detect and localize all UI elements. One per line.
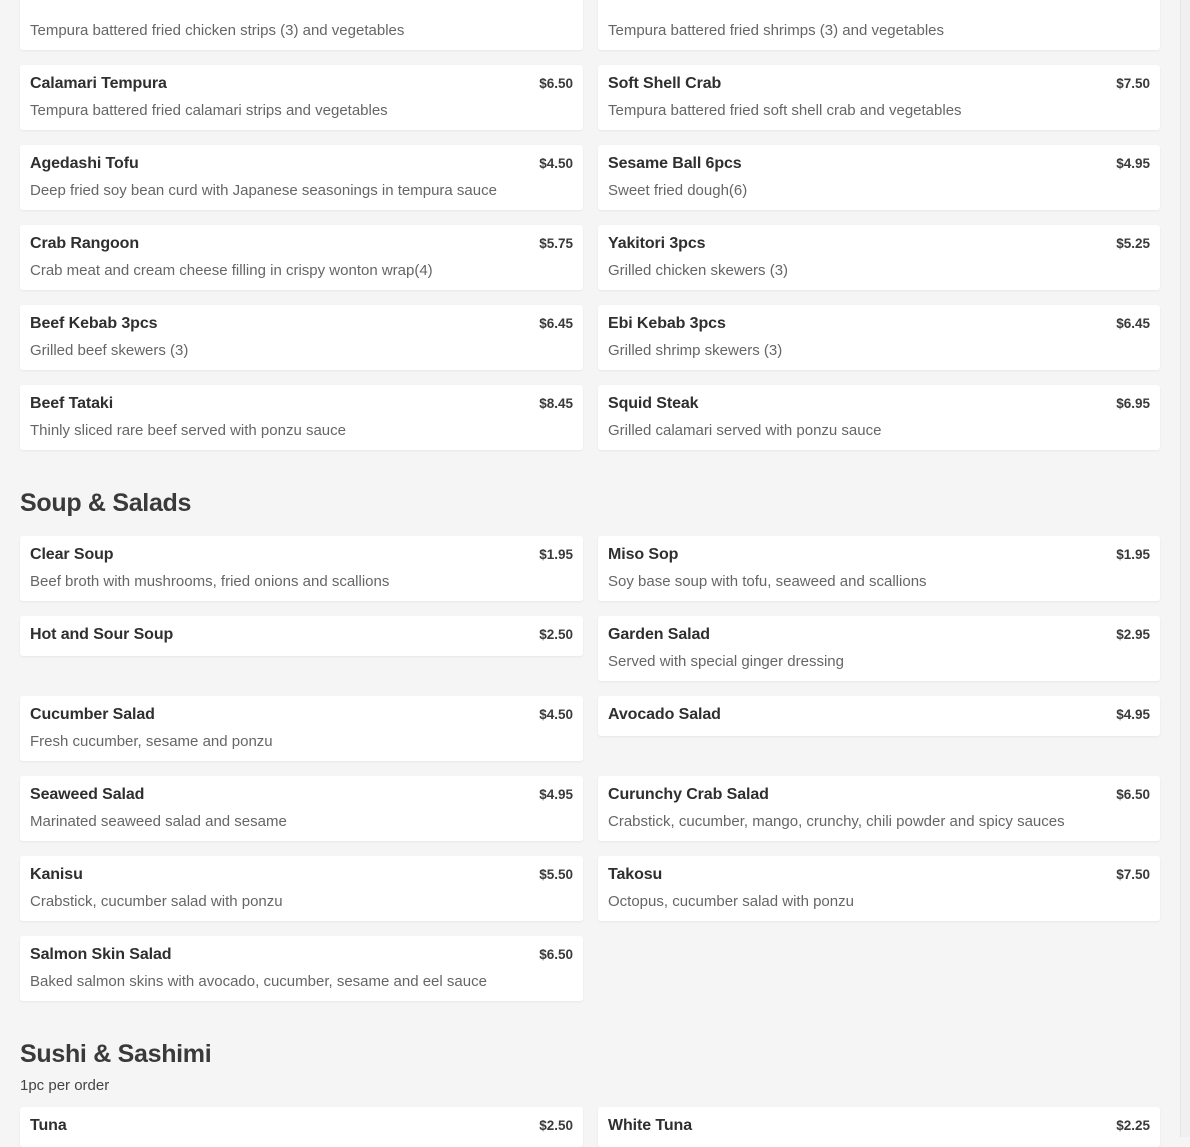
menu-item-header bbox=[608, 75, 1150, 95]
item-description: Marinated seaweed salad and sesame bbox=[30, 813, 287, 830]
item-price: $2.50 bbox=[539, 1118, 573, 1133]
item-price: $2.50 bbox=[539, 627, 573, 642]
item-name: Takosu bbox=[608, 866, 663, 883]
menu-item-header bbox=[30, 866, 573, 886]
menu-item-card[interactable] bbox=[20, 776, 583, 841]
item-price: $1.95 bbox=[1116, 547, 1150, 562]
menu-item-header bbox=[30, 706, 573, 726]
menu-item-header bbox=[608, 0, 1150, 15]
item-price: $4.50 bbox=[539, 156, 573, 171]
item-price: $2.25 bbox=[1116, 1118, 1150, 1133]
item-price: $1.95 bbox=[539, 547, 573, 562]
menu-list bbox=[20, 0, 1160, 1147]
item-description: Grilled beef skewers (3) bbox=[30, 342, 189, 359]
menu-grid-sushi-sashimi bbox=[20, 1107, 1160, 1147]
menu-item-header bbox=[608, 546, 1150, 566]
item-name: Curunchy Crab Salad bbox=[608, 786, 769, 803]
menu-item-card[interactable] bbox=[598, 1107, 1160, 1147]
menu-item-card[interactable] bbox=[20, 145, 583, 210]
item-name: Squid Steak bbox=[608, 395, 699, 412]
item-name: Seaweed Salad bbox=[30, 786, 145, 803]
menu-item-header bbox=[30, 786, 573, 806]
menu-item-card[interactable] bbox=[20, 936, 583, 1001]
menu-item-card[interactable] bbox=[598, 536, 1160, 601]
item-name: Tuna bbox=[30, 1117, 67, 1134]
menu-item-header bbox=[608, 866, 1150, 886]
menu-item-header bbox=[608, 235, 1150, 255]
menu-item-card[interactable] bbox=[598, 385, 1160, 450]
item-description: Grilled shrimp skewers (3) bbox=[608, 342, 783, 359]
menu-item-header bbox=[30, 546, 573, 566]
item-price: $6.95 bbox=[1116, 396, 1150, 411]
item-price: $8.45 bbox=[539, 396, 573, 411]
item-description: Crab meat and cream cheese filling in crispy wonton wrap(4) bbox=[30, 262, 433, 279]
section-sushi-sashimi bbox=[20, 1039, 1160, 1147]
item-price: $4.50 bbox=[539, 707, 573, 722]
menu-item-card[interactable] bbox=[598, 696, 1160, 736]
item-name: Crab Rangoon bbox=[30, 235, 140, 252]
menu-item-header bbox=[30, 315, 573, 335]
item-name: Sesame Ball 6pcs bbox=[608, 155, 742, 172]
page-scrollbar[interactable] bbox=[1180, 0, 1190, 1137]
item-description: Thinly sliced rare beef served with ponzu sauce bbox=[30, 422, 346, 439]
menu-item-card[interactable] bbox=[598, 776, 1160, 841]
item-description: Crabstick, cucumber, mango, crunchy, chili powder and spicy sauces bbox=[608, 813, 1065, 830]
item-description: Deep fried soy bean curd with Japanese seasonings in tempura sauce bbox=[30, 182, 497, 199]
item-description: Grilled chicken skewers (3) bbox=[608, 262, 789, 279]
item-price: $6.50 bbox=[539, 947, 573, 962]
menu-item-card[interactable] bbox=[598, 65, 1160, 130]
item-price: $5.25 bbox=[1116, 236, 1150, 251]
item-description: Octopus, cucumber salad with ponzu bbox=[608, 893, 854, 910]
item-description: Fresh cucumber, sesame and ponzu bbox=[30, 733, 273, 750]
menu-item-header bbox=[608, 315, 1150, 335]
menu-item-header bbox=[30, 626, 573, 646]
menu-item-header bbox=[30, 395, 573, 415]
section-title: Sushi & Sashimi bbox=[20, 1040, 212, 1068]
item-name: Cucumber Salad bbox=[30, 706, 155, 723]
menu-item-card[interactable] bbox=[20, 1107, 583, 1147]
menu-item-header bbox=[608, 395, 1150, 415]
item-name: Calamari Tempura bbox=[30, 75, 167, 92]
item-name: Avocado Salad bbox=[608, 706, 721, 723]
item-name: Beef Tataki bbox=[30, 395, 114, 412]
menu-item-header bbox=[608, 626, 1150, 646]
menu-item-card[interactable] bbox=[598, 145, 1160, 210]
item-description: Baked salmon skins with avocado, cucumber, sesame and eel sauce bbox=[30, 973, 487, 990]
item-price: $6.45 bbox=[539, 316, 573, 331]
menu-item-header bbox=[608, 706, 1150, 726]
item-name: Yakitori 3pcs bbox=[608, 235, 706, 252]
item-name: Agedashi Tofu bbox=[30, 155, 139, 172]
item-description: Tempura battered fried soft shell crab and vegetables bbox=[608, 102, 962, 119]
menu-item-card[interactable] bbox=[20, 305, 583, 370]
item-name: Salmon Skin Salad bbox=[30, 946, 172, 963]
menu-item-header bbox=[30, 0, 573, 15]
menu-item-header bbox=[608, 155, 1150, 175]
menu-grid-appetizers bbox=[20, 0, 1160, 450]
item-price: $6.45 bbox=[1116, 316, 1150, 331]
menu-item-card[interactable] bbox=[20, 536, 583, 601]
menu-item-card[interactable] bbox=[20, 0, 583, 50]
menu-item-header bbox=[30, 1117, 573, 1137]
item-name: Miso Sop bbox=[608, 546, 679, 563]
item-price: $6.50 bbox=[1116, 787, 1150, 802]
item-name: Beef Kebab 3pcs bbox=[30, 315, 158, 332]
menu-item-card[interactable] bbox=[20, 225, 583, 290]
item-name: Garden Salad bbox=[608, 626, 710, 643]
item-price: $4.95 bbox=[1116, 156, 1150, 171]
item-description: Served with special ginger dressing bbox=[608, 653, 844, 670]
menu-item-card[interactable] bbox=[20, 616, 583, 656]
menu-item-card[interactable] bbox=[598, 305, 1160, 370]
item-description: Soy base soup with tofu, seaweed and scallions bbox=[608, 573, 927, 590]
section-soup-salads bbox=[20, 488, 1160, 1001]
menu-item-card[interactable] bbox=[598, 225, 1160, 290]
item-description: Grilled calamari served with ponzu sauce bbox=[608, 422, 882, 439]
item-price: $7.50 bbox=[1116, 867, 1150, 882]
item-price: $7.50 bbox=[1116, 76, 1150, 91]
item-description: Crabstick, cucumber salad with ponzu bbox=[30, 893, 283, 910]
menu-item-card[interactable] bbox=[598, 856, 1160, 921]
menu-item-header bbox=[30, 155, 573, 175]
item-description: Sweet fried dough(6) bbox=[608, 182, 748, 199]
section-subtitle: 1pc per order bbox=[20, 1077, 110, 1094]
item-price: $5.50 bbox=[539, 867, 573, 882]
menu-item-card[interactable] bbox=[20, 385, 583, 450]
item-name: Kanisu bbox=[30, 866, 83, 883]
menu-item-header bbox=[30, 235, 573, 255]
item-name: White Tuna bbox=[608, 1117, 693, 1134]
menu-item-header bbox=[608, 786, 1150, 806]
item-description: Tempura battered fried calamari strips and vegetables bbox=[30, 102, 388, 119]
menu-grid-soup-salads bbox=[20, 536, 1160, 1001]
menu-item-card[interactable] bbox=[20, 65, 583, 130]
item-price: $5.75 bbox=[539, 236, 573, 251]
item-price: $6.50 bbox=[539, 76, 573, 91]
menu-item-card[interactable] bbox=[598, 0, 1160, 50]
menu-item-card[interactable] bbox=[20, 696, 583, 761]
item-price: $2.95 bbox=[1116, 627, 1150, 642]
item-description: Beef broth with mushrooms, fried onions and scallions bbox=[30, 573, 390, 590]
section-title: Soup & Salads bbox=[20, 489, 192, 517]
menu-item-card[interactable] bbox=[598, 616, 1160, 681]
item-name: Hot and Sour Soup bbox=[30, 626, 174, 643]
item-description: Tempura battered fried chicken strips (3) and vegetables bbox=[30, 22, 405, 39]
item-price: $4.95 bbox=[1116, 707, 1150, 722]
item-description: Tempura battered fried shrimps (3) and vegetables bbox=[608, 22, 945, 39]
menu-item-header bbox=[30, 946, 573, 966]
menu-item-header bbox=[30, 75, 573, 95]
item-price: $4.95 bbox=[539, 787, 573, 802]
item-name: Soft Shell Crab bbox=[608, 75, 722, 92]
item-name: Ebi Kebab 3pcs bbox=[608, 315, 726, 332]
item-name: Clear Soup bbox=[30, 546, 114, 563]
menu-item-header bbox=[608, 1117, 1150, 1137]
menu-item-card[interactable] bbox=[20, 856, 583, 921]
